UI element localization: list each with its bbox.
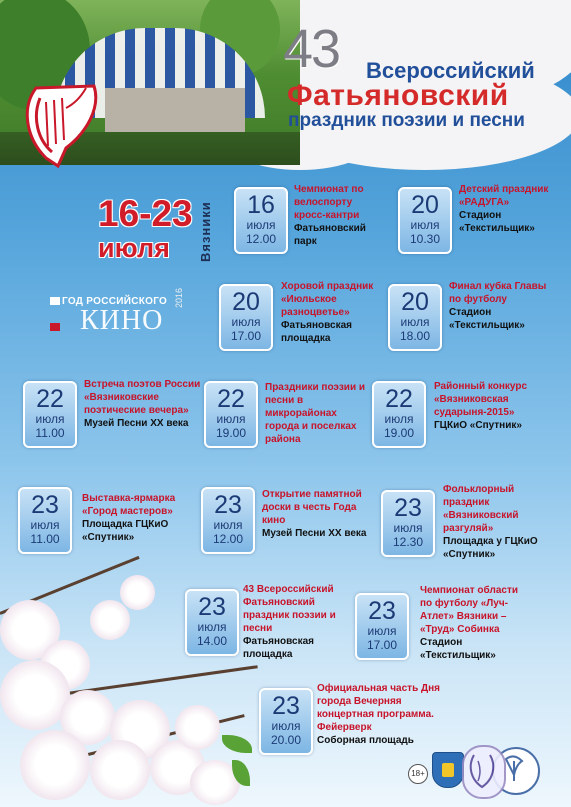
event-venue: Фатьяновская площадка — [281, 320, 352, 344]
event-title: Официальная часть Дня города Вечерняя концертная программа. Фейерверк — [317, 683, 440, 733]
title-line-1: Всероссийский — [366, 58, 535, 83]
event-time: 11.00 — [30, 532, 60, 546]
event-month: июля — [410, 218, 440, 232]
event-venue: Стадион «Текстильщик» — [449, 307, 525, 331]
event-day: 23 — [394, 494, 422, 522]
event-day: 23 — [31, 491, 59, 519]
event-month: июля — [30, 518, 60, 532]
event-time: 12.30 — [392, 535, 424, 549]
event-time: 17.00 — [366, 638, 398, 652]
event-day: 20 — [411, 191, 439, 219]
event-title: Хоровой праздник «Июльское разноцветье» — [281, 281, 374, 318]
event-time: 12.00 — [245, 232, 277, 246]
event-time: 12.00 — [212, 532, 244, 546]
date-box — [185, 589, 239, 656]
event-day: 22 — [217, 385, 245, 413]
event-day: 20 — [232, 288, 260, 316]
date-box — [23, 381, 77, 448]
age-rating-badge — [408, 764, 428, 784]
event-title: Праздники поэзии и песни в микрорайонах города и поселках района — [265, 382, 366, 445]
event-day: 16 — [247, 191, 275, 219]
event-text — [262, 488, 374, 540]
event-text — [294, 183, 382, 248]
date-box — [204, 381, 258, 448]
event-venue: Площадка ГЦКиО «Спутник» — [82, 519, 169, 543]
event-text — [420, 584, 530, 662]
event-title: Фольклорный праздник «Вязниковский разгуляй» — [443, 484, 519, 534]
cinema-year: 2016 — [174, 287, 184, 308]
emblem-icon — [462, 745, 506, 799]
event-text — [434, 380, 554, 432]
event-venue: Стадион «Текстильщик» — [459, 210, 535, 234]
cinema-word: КИНО — [80, 305, 164, 336]
event-day: 23 — [198, 593, 226, 621]
event-month: июля — [231, 315, 261, 329]
leaf — [222, 735, 252, 753]
event-text — [243, 583, 343, 661]
event-day: 23 — [214, 491, 242, 519]
date-box — [381, 490, 435, 557]
date-box — [18, 487, 72, 554]
event-title: Встреча поэтов России «Вязниковские поэтические вечера» — [84, 379, 201, 416]
event-month: июля — [216, 412, 246, 426]
blossom — [175, 705, 220, 750]
date-box — [372, 381, 426, 448]
city-name: Вязники — [198, 201, 213, 262]
event-text — [82, 492, 200, 544]
event-time: 17.00 — [230, 329, 262, 343]
date-box — [219, 284, 273, 351]
event-time: 14.00 — [196, 634, 228, 648]
title-line-3: праздник поэзии и песни — [288, 110, 525, 131]
event-venue: Фатьяновский парк — [294, 223, 366, 247]
event-month: июля — [367, 624, 397, 638]
event-venue: Музей Песни XX века — [262, 528, 367, 539]
title-line-2: Фатьяновский — [287, 79, 509, 112]
event-day: 20 — [401, 288, 429, 316]
event-text — [317, 682, 445, 747]
event-time: 19.00 — [215, 426, 247, 440]
event-title: Открытие памятной доски в честь Года кино — [262, 489, 362, 526]
date-box — [388, 284, 442, 351]
event-title: Финал кубка Главы по футболу — [449, 281, 547, 305]
event-title: Чемпионат по велоспорту кросс-кантри — [294, 184, 364, 221]
event-text — [459, 183, 559, 235]
year-of-cinema-logo — [50, 287, 190, 338]
festival-number: 43 — [283, 19, 340, 79]
date-month: июля — [98, 233, 170, 263]
event-venue: Музей Песни XX века — [84, 418, 189, 429]
blossom — [90, 740, 150, 800]
event-day: 22 — [385, 385, 413, 413]
event-time: 11.00 — [35, 426, 65, 440]
blossom — [120, 575, 155, 610]
event-text — [281, 280, 381, 345]
event-venue: Фатьяновская площадка — [243, 636, 314, 660]
date-box — [398, 187, 452, 254]
event-month: июля — [384, 412, 414, 426]
event-month: июля — [197, 620, 227, 634]
city-coat-of-arms-icon — [432, 752, 464, 788]
date-box — [234, 187, 288, 254]
blossom — [90, 600, 130, 640]
event-month: июля — [35, 412, 65, 426]
blossom — [20, 730, 90, 800]
event-text — [265, 381, 365, 446]
event-month: июля — [213, 518, 243, 532]
event-day: 23 — [272, 692, 300, 720]
event-text — [443, 483, 553, 561]
event-month: июля — [271, 719, 301, 733]
date-box — [259, 688, 313, 755]
event-venue: ГЦКиО «Спутник» — [434, 420, 522, 431]
date-box — [201, 487, 255, 554]
event-time: 10.30 — [409, 232, 441, 246]
cinema-prefix: ГОД РОССИЙСКОГО — [62, 296, 168, 307]
event-title: 43 Всероссийский Фатьяновский праздник поэзии и песни — [243, 584, 336, 634]
event-time: 19.00 — [383, 426, 415, 440]
date-box — [355, 593, 409, 660]
event-time: 18.00 — [399, 329, 431, 343]
event-month: июля — [400, 315, 430, 329]
event-title: Выставка-ярмарка «Город мастеров» — [82, 493, 176, 517]
event-title: Чемпионат области по футболу «Луч-Атлет» Вязники – «Труд» Собинка — [420, 585, 518, 635]
event-venue: Соборная площадь — [317, 735, 414, 746]
event-title: Районный конкурс «Вязниковская сударыня-2015» — [434, 381, 528, 418]
event-month: июля — [246, 218, 276, 232]
event-time: 20.00 — [270, 733, 302, 747]
festival-logo-icon — [16, 78, 104, 170]
event-title: Детский праздник «РАДУГА» — [459, 184, 549, 208]
age-rating-text: 18+ — [411, 769, 425, 778]
event-day: 22 — [36, 385, 64, 413]
event-venue: Стадион «Текстильщик» — [420, 637, 496, 661]
event-text — [84, 378, 202, 430]
event-text — [449, 280, 549, 332]
event-month: июля — [393, 521, 423, 535]
event-day: 23 — [368, 597, 396, 625]
event-venue: Площадка у ГЦКиО «Спутник» — [443, 536, 538, 560]
date-range: 16-23 — [98, 193, 193, 234]
